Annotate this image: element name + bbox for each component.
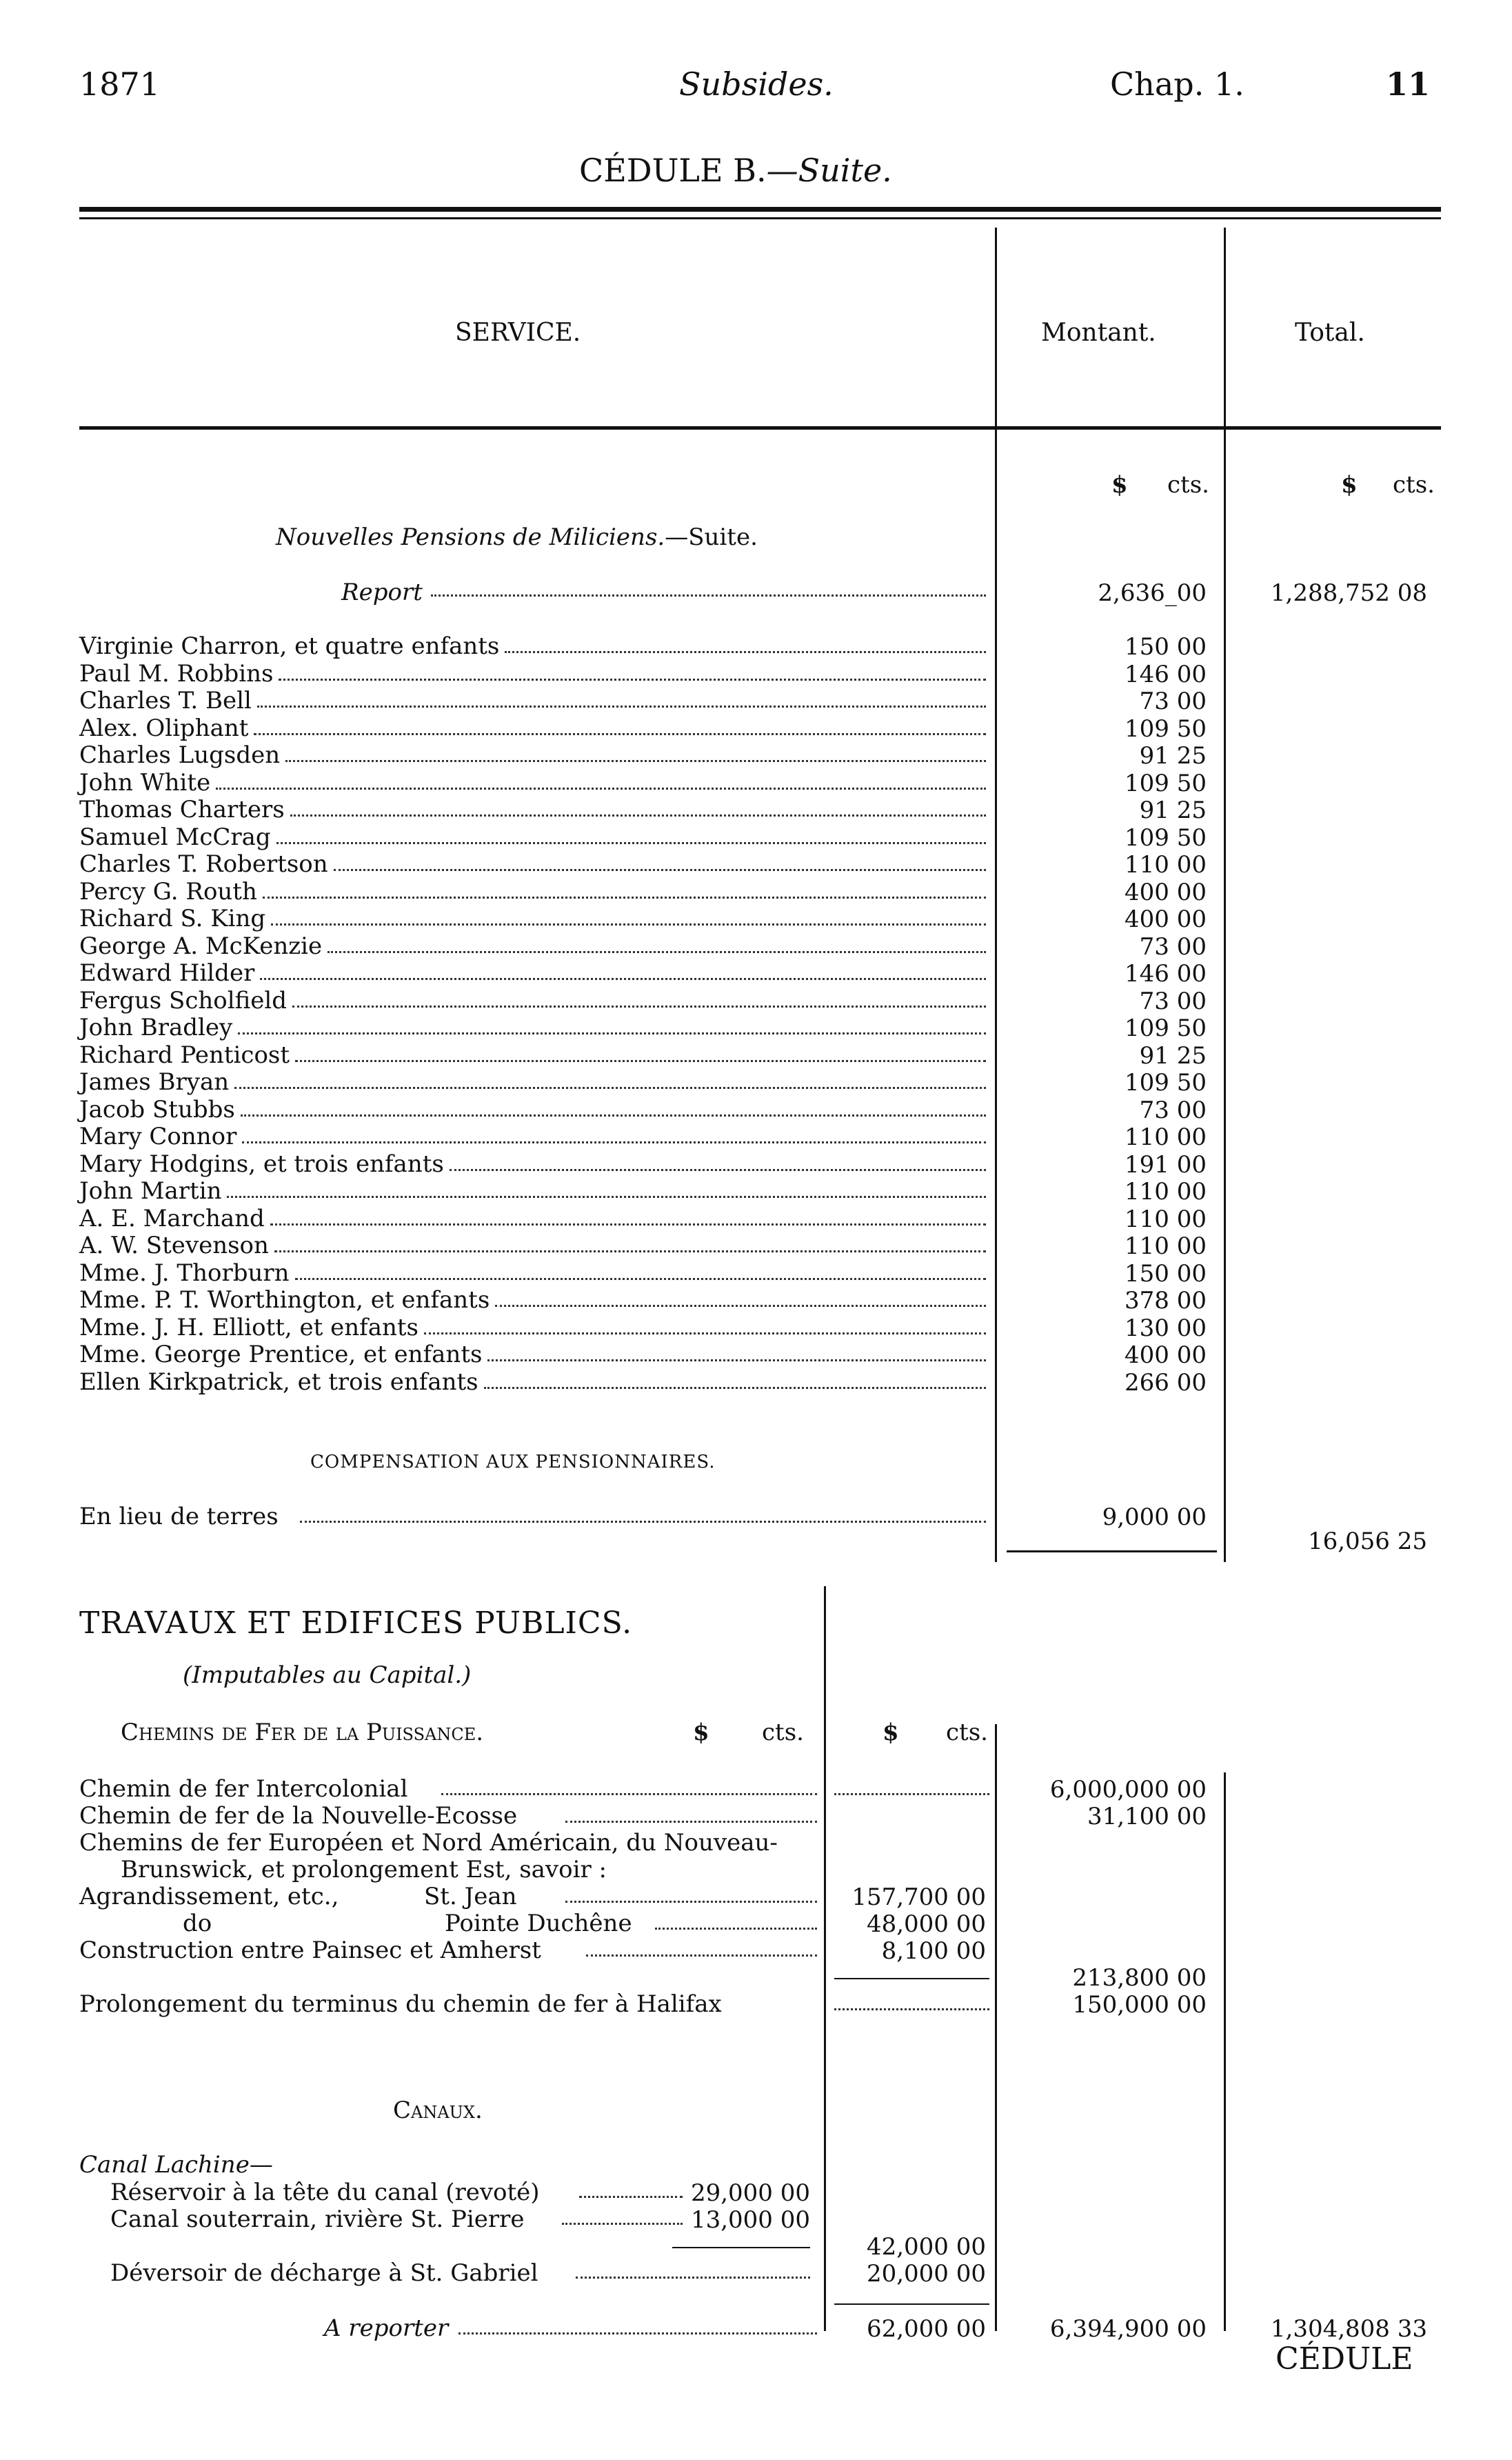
dollar-total: $ xyxy=(1341,471,1358,499)
do-label: do xyxy=(183,1910,212,1937)
pension-amount: 400 00 xyxy=(1125,1341,1207,1369)
compensation-leader xyxy=(300,1521,986,1523)
pension-name: Alex. Oliphant xyxy=(79,714,249,742)
pension-amount: 400 00 xyxy=(1125,906,1207,933)
reservoir-amount: 29,000 00 xyxy=(690,2179,810,2207)
pension-name: Fergus Scholfield xyxy=(79,986,288,1014)
travaux-subtitle: (Imputables au Capital.) xyxy=(183,1661,472,1689)
pension-leader xyxy=(290,814,986,817)
pension-amount: 109 50 xyxy=(1125,1014,1207,1042)
pension-name: George A. McKenzie xyxy=(79,932,323,960)
pension-leader xyxy=(279,679,986,681)
pension-name: Ellen Kirkpatrick, et trois enfants xyxy=(79,1368,478,1396)
pension-leader xyxy=(263,897,986,899)
construction-label: Construction entre Painsec et Amherst xyxy=(79,1937,541,1964)
pension-name: Jacob Stubbs xyxy=(79,1095,235,1123)
chemins-dollar-2: $ xyxy=(883,1719,899,1746)
pension-leader xyxy=(216,788,986,790)
lachine-label: Canal Lachine— xyxy=(79,2151,273,2179)
prolongement-amount: 150,000 00 xyxy=(1072,1991,1207,2019)
header-rule xyxy=(79,426,1441,430)
pension-name: Mme. P. T. Worthington, et enfants xyxy=(79,1286,490,1314)
prolongement-leader xyxy=(834,2008,989,2010)
pension-amount: 109 50 xyxy=(1125,823,1207,852)
pension-name: Thomas Charters xyxy=(79,796,285,823)
pension-amount: 110 00 xyxy=(1125,1205,1207,1233)
col-line-total xyxy=(1224,228,1226,1562)
col-line-montant xyxy=(995,228,997,1562)
pension-amount: 146 00 xyxy=(1125,960,1207,988)
pension-leader xyxy=(227,1196,986,1198)
pension-leader xyxy=(327,951,986,953)
souterrain-amount: 13,000 00 xyxy=(690,2206,810,2234)
pension-amount: 91 25 xyxy=(1139,797,1207,824)
pension-amount: 73 00 xyxy=(1139,688,1207,715)
pension-leader xyxy=(295,1060,986,1062)
chemins-cts-2: cts. xyxy=(946,1719,988,1746)
pension-name: Richard Penticost xyxy=(79,1041,290,1069)
st-jean-amount: 157,700 00 xyxy=(851,1883,986,1911)
pension-name: John White xyxy=(79,768,211,797)
pension-amount: 91 25 xyxy=(1139,1041,1207,1070)
pension-amount: 110 00 xyxy=(1125,1123,1207,1151)
pension-name: Paul M. Robbins xyxy=(79,659,274,688)
pension-amount: 400 00 xyxy=(1125,878,1207,906)
pension-amount: 110 00 xyxy=(1125,1232,1207,1260)
pension-name: Richard S. King xyxy=(79,905,266,932)
construction-amount: 8,100 00 xyxy=(881,1937,986,1965)
pointe-leader xyxy=(655,1928,817,1930)
pension-amount: 109 50 xyxy=(1125,769,1207,797)
pension-leader xyxy=(270,1223,986,1226)
travaux-title: TRAVAUX ET EDIFICES PUBLICS. xyxy=(79,1606,633,1641)
pension-name: John Bradley xyxy=(79,1014,233,1041)
pension-leader xyxy=(241,1114,986,1117)
pension-name: A. W. Stevenson xyxy=(79,1232,269,1259)
top-rule xyxy=(79,207,1441,212)
pension-leader xyxy=(450,1169,986,1171)
pension-amount: 73 00 xyxy=(1139,987,1207,1015)
report-montant: 2,636_00 xyxy=(1098,579,1207,607)
pension-leader xyxy=(254,733,986,735)
pointe-amount: 48,000 00 xyxy=(866,1910,986,1938)
pension-leader xyxy=(295,1278,986,1280)
reporter-label: A reporter xyxy=(324,2314,449,2342)
construction-leader xyxy=(586,1954,817,1957)
pension-leader xyxy=(271,923,986,926)
lachine-rule xyxy=(672,2247,810,2248)
compensation-total: 16,056 25 xyxy=(1307,1528,1427,1555)
nouvelle-ecosse-leader xyxy=(565,1821,817,1823)
pension-amount: 110 00 xyxy=(1125,1178,1207,1206)
chapter: Chap. 1. xyxy=(1110,66,1244,103)
st-jean-leader xyxy=(565,1901,817,1903)
pension-leader xyxy=(276,842,986,844)
reservoir-label: Réservoir à la tête du canal (revoté) xyxy=(110,2179,540,2206)
report-leader xyxy=(431,594,986,597)
pension-name: Charles T. Bell xyxy=(79,687,252,714)
compensation-label: En lieu de terres xyxy=(79,1503,279,1530)
european-total: 213,800 00 xyxy=(1072,1964,1207,1992)
schedule-suffix: —Suite. xyxy=(766,152,892,189)
total-header: Total. xyxy=(1295,319,1365,347)
european-rule xyxy=(834,1978,989,1979)
souterrain-label: Canal souterrain, rivière St. Pierre xyxy=(110,2206,525,2233)
pension-name: Percy G. Routh xyxy=(79,877,257,906)
schedule-title xyxy=(579,152,892,189)
page-number: 11 xyxy=(1386,66,1431,103)
top-rule-thin xyxy=(79,217,1441,219)
pension-leader xyxy=(234,1087,986,1089)
pension-name: Charles T. Robertson xyxy=(79,850,328,878)
pension-amount: 109 50 xyxy=(1125,1069,1207,1097)
section-title-suffix: —Suite. xyxy=(665,523,758,551)
reporter-leader xyxy=(458,2332,817,2334)
european-line2: Brunswick, et prolongement Est, savoir : xyxy=(121,1856,607,1883)
chemins-dollar: $ xyxy=(693,1719,709,1746)
canaux-title: Canaux. xyxy=(393,2097,483,2124)
year: 1871 xyxy=(79,66,161,103)
pension-leader xyxy=(292,1006,986,1008)
agrand-label: Agrandissement, etc., xyxy=(79,1883,339,1910)
pointe-label: Pointe Duchêne xyxy=(445,1910,632,1937)
pension-name: A. E. Marchand xyxy=(79,1204,265,1232)
pension-leader xyxy=(242,1141,986,1143)
dollar-montant: $ xyxy=(1111,471,1128,499)
intercolonial-amount: 6,000,000 00 xyxy=(1049,1776,1207,1803)
st-jean-label: St. Jean xyxy=(424,1883,517,1910)
schedule-name: CÉDULE B. xyxy=(579,152,767,189)
compensation-montant: 9,000 00 xyxy=(1102,1503,1207,1531)
european-line1: Chemins de fer Européen et Nord Américain, du Nouveau- xyxy=(79,1829,778,1857)
compensation-title: COMPENSATION AUX PENSIONNAIRES. xyxy=(310,1452,716,1472)
chemins-cts: cts. xyxy=(762,1719,804,1746)
pension-name: Mary Hodgins, et trois enfants xyxy=(79,1150,444,1178)
pension-leader xyxy=(487,1359,986,1361)
footer-col2: 6,394,900 00 xyxy=(1049,2315,1207,2343)
deversoir-label: Déversoir de décharge à St. Gabriel xyxy=(110,2259,538,2287)
compensation-rule xyxy=(1007,1550,1217,1552)
footer-col3: 1,304,808 33 xyxy=(1270,2315,1427,2343)
pension-amount: 150 00 xyxy=(1125,633,1207,661)
col-line-sub xyxy=(824,1586,826,2331)
pension-amount: 91 25 xyxy=(1139,742,1207,770)
report-label: Report xyxy=(341,579,423,606)
deversoir-leader xyxy=(576,2277,810,2279)
prolongement-label: Prolongement du terminus du chemin de fer à Halifax xyxy=(79,1990,722,2018)
pension-leader xyxy=(257,706,986,708)
pension-name: Edward Hilder xyxy=(79,959,255,987)
pension-amount: 109 50 xyxy=(1125,714,1207,743)
nouvelle-ecosse-label: Chemin de fer de la Nouvelle-Ecosse xyxy=(79,1802,518,1830)
intercolonial-leader-2 xyxy=(834,1793,989,1795)
col-line-montant-lower xyxy=(995,1724,997,2331)
pension-leader xyxy=(238,1032,986,1034)
pension-amount: 378 00 xyxy=(1125,1287,1207,1314)
lachine-total: 42,000 00 xyxy=(866,2233,986,2261)
pension-leader xyxy=(334,869,986,871)
pension-leader xyxy=(285,760,986,762)
nouvelle-ecosse-amount: 31,100 00 xyxy=(1087,1803,1207,1830)
col-line-total-lower xyxy=(1224,1772,1226,2331)
pension-amount: 266 00 xyxy=(1125,1368,1207,1397)
pension-name: James Bryan xyxy=(79,1068,230,1096)
deversoir-amount: 20,000 00 xyxy=(866,2260,986,2288)
pension-name: Mme. George Prentice, et enfants xyxy=(79,1341,483,1368)
pension-name: Samuel McCrag xyxy=(79,823,271,851)
cts-montant: cts. xyxy=(1167,471,1209,499)
montant-header: Montant. xyxy=(1041,319,1156,347)
pension-name: Charles Lugsden xyxy=(79,741,281,769)
intercolonial-label: Chemin de fer Intercolonial xyxy=(79,1775,408,1803)
pension-amount: 73 00 xyxy=(1139,932,1207,961)
pension-name: Virginie Charron, et quatre enfants xyxy=(79,632,500,660)
report-total: 1,288,752 08 xyxy=(1270,579,1427,607)
section-title-italic: Nouvelles Pensions de Miliciens. xyxy=(276,523,665,551)
pension-amount: 110 00 xyxy=(1125,851,1207,879)
section-title xyxy=(276,524,758,552)
pension-amount: 150 00 xyxy=(1125,1259,1207,1288)
chemins-title: Chemins de Fer de la Puissance. xyxy=(121,1719,484,1746)
pension-name: Mary Connor xyxy=(79,1123,237,1150)
footer-col1: 62,000 00 xyxy=(866,2315,986,2343)
pension-amount: 73 00 xyxy=(1139,1096,1207,1124)
cts-total: cts. xyxy=(1393,471,1435,499)
pension-leader xyxy=(505,651,986,653)
catchword: CÉDULE xyxy=(1276,2341,1413,2377)
pension-name: Mme. J. Thorburn xyxy=(79,1259,290,1287)
running-title: Subsides. xyxy=(679,66,834,103)
service-header: SERVICE. xyxy=(455,319,581,347)
pension-leader xyxy=(484,1387,986,1389)
pension-amount: 130 00 xyxy=(1125,1314,1207,1342)
pension-amount: 191 00 xyxy=(1125,1150,1207,1179)
pension-amount: 146 00 xyxy=(1125,660,1207,688)
pension-leader xyxy=(260,978,986,980)
intercolonial-leader xyxy=(441,1793,817,1795)
pension-leader xyxy=(424,1332,986,1334)
pension-name: Mme. J. H. Elliott, et enfants xyxy=(79,1313,419,1341)
pension-leader xyxy=(495,1305,986,1307)
canaux-rule xyxy=(834,2303,989,2305)
pension-leader xyxy=(274,1250,986,1252)
pension-name: John Martin xyxy=(79,1177,222,1205)
